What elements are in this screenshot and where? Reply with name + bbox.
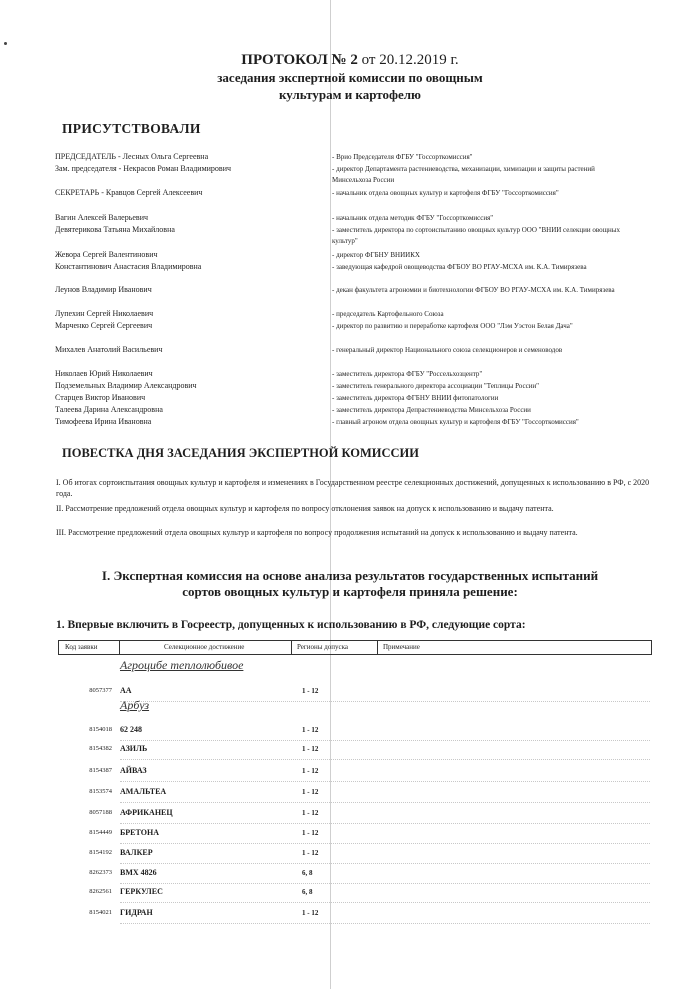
header-divider <box>291 641 292 654</box>
row-line <box>120 863 650 865</box>
attendee-name: Леунов Владимир Иванович <box>55 285 152 294</box>
attendee-name: Николаев Юрий Николаевич <box>55 369 153 378</box>
row-regions: 1 - 12 <box>302 829 319 837</box>
attendee-role: - директор по развитию и переработке картофеля ООО "Лэм Уэстон Белая Дача" <box>332 322 573 330</box>
decision-line2: сортов овощных культур и картофеля приняла решение: <box>182 584 518 599</box>
row-name: АМАЛЬТЕА <box>120 787 167 796</box>
row-name: БРЕТОНА <box>120 828 159 837</box>
row-name: АЗИЛЬ <box>120 744 148 753</box>
attendee-role: - заместитель генерального директора ассоциации "Теплицы России" <box>332 382 540 390</box>
header-divider <box>377 641 378 654</box>
row-code: 8262561 <box>89 888 112 895</box>
row-name: 62 248 <box>120 725 142 734</box>
row-name: АА <box>120 686 132 695</box>
attendee-role: - Врио Председателя ФГБУ "Госсорткомиссия" <box>332 153 473 161</box>
attendee-name: Зам. председателя - Некрасов Роман Владимирович <box>55 164 231 173</box>
row-regions: 1 - 12 <box>302 726 319 734</box>
agenda-heading: ПОВЕСТКА ДНЯ ЗАСЕДАНИЯ ЭКСПЕРТНОЙ КОМИССИИ <box>62 446 420 460</box>
attendee-name: Девятерикова Татьяна Михайловна <box>55 225 175 234</box>
attendee-role: - директор ФГБНУ ВНИИКХ <box>332 251 420 259</box>
attendee-name: Подземельных Владимир Александрович <box>55 381 197 390</box>
table-row <box>0 764 700 778</box>
attendee-name: Талеева Дарина Александровна <box>55 405 163 414</box>
row-line <box>120 701 650 703</box>
attendee-role: - начальник отдела овощных культур и картофеля ФГБУ "Госсорткомиссия" <box>332 189 559 197</box>
present-heading: ПРИСУТСТВОВАЛИ <box>62 121 201 136</box>
agenda-item: II. Рассмотрение предложений отдела овощных культур и картофеля по вопросу отклонения заявок на допуск к использованию и выдачу патента. <box>56 504 554 513</box>
row-line <box>120 759 650 761</box>
protocol-title: ПРОТОКОЛ № 2 от 20.12.2019 г. <box>241 52 459 68</box>
attendee-role: - генеральный директор Национального союза селекционеров и семеноводов <box>332 346 563 354</box>
header-divider <box>119 641 120 654</box>
attendee-name: Лупехин Сергей Николаевич <box>55 309 154 318</box>
scan-mark <box>4 42 7 45</box>
row-line <box>120 823 650 825</box>
row-code: 8262373 <box>89 869 112 876</box>
attendee-role: - заместитель директора ФГБУ "Россельхозцентр" <box>332 370 483 378</box>
agenda-item: I. Об итогах сортоиспытания овощных культур и картофеля и изменениях в Государственном реестре селекционных достижений, допущенных к использованию в РФ, с 2020 года. <box>56 478 650 498</box>
header-code: Код заявки <box>65 643 98 651</box>
row-code: 8154387 <box>89 767 112 774</box>
row-regions: 1 - 12 <box>302 809 319 817</box>
row-regions: 6, 8 <box>302 888 313 896</box>
table-row <box>0 826 700 840</box>
table-row <box>0 866 700 880</box>
row-regions: 1 - 12 <box>302 687 319 695</box>
row-name: АЙВАЗ <box>120 766 147 775</box>
category-label: Агроцибе теплолюбивое <box>120 658 244 672</box>
row-code: 8154018 <box>89 726 112 733</box>
attendee-role: - заместитель директора ФГБНУ ВНИИ фитопатологии <box>332 394 499 402</box>
attendee-name: СЕКРЕТАРЬ - Кравцов Сергей Алексеевич <box>55 188 203 197</box>
row-line <box>120 802 650 804</box>
row-name: ГЕРКУЛЕС <box>120 887 163 896</box>
section-title: 1. Впервые включить в Госреестр, допущенных к использованию в РФ, следующие сорта: <box>56 619 526 631</box>
attendee-name: Михалев Анатолий Васильевич <box>55 345 163 354</box>
decision-line1: I. Экспертная комиссия на основе анализа результатов государственных испытаний <box>101 568 599 583</box>
row-regions: 1 - 12 <box>302 909 319 917</box>
row-regions: 1 - 12 <box>302 767 319 775</box>
attendee-name: ПРЕДСЕДАТЕЛЬ - Лесных Ольга Сергеевна <box>55 152 209 161</box>
attendee-role: - заведующая кафедрой овощеводства ФГБОУ ВО РГАУ-МСХА им. К.А. Тимирязева <box>332 263 587 271</box>
row-code: 8153574 <box>89 788 112 795</box>
attendee-role: - директор Департамента растениеводства, механизации, химизации и защиты растений Минсельхоза России <box>332 165 595 184</box>
attendee-name: Старцев Виктор Иванович <box>55 393 146 402</box>
header-achievement: Селекционное достижение <box>164 643 245 651</box>
attendee-name: Марченко Сергей Сергеевич <box>55 321 153 330</box>
row-regions: 1 - 12 <box>302 745 319 753</box>
row-code: 8057188 <box>89 809 112 816</box>
attendee-name: Тимофеева Ирина Ивановна <box>55 417 152 426</box>
category-label: Арбуз <box>120 698 150 712</box>
row-name: ВАЛКЕР <box>120 848 153 857</box>
table-row <box>0 742 700 756</box>
row-code: 8154021 <box>89 909 112 916</box>
row-line <box>120 843 650 845</box>
attendee-role: - начальник отдела методик ФГБУ "Госсорткомиссия" <box>332 214 494 222</box>
header-regions: Регионы допуска <box>297 643 349 651</box>
table-row <box>0 885 700 899</box>
table-header <box>58 640 652 655</box>
attendee-name: Жевора Сергей Валентинович <box>55 250 158 259</box>
row-line <box>120 923 650 925</box>
attendee-name: Константинович Анастасия Владимировна <box>55 262 202 271</box>
table-row <box>0 906 700 920</box>
decision-heading <box>0 568 700 600</box>
table-row <box>0 785 700 799</box>
row-code: 8057377 <box>89 687 112 694</box>
row-regions: 1 - 12 <box>302 788 319 796</box>
row-regions: 6, 8 <box>302 869 313 877</box>
row-name: ВМХ 4826 <box>120 868 157 877</box>
row-name: АФРИКАНЕЦ <box>120 808 173 817</box>
row-code: 8154449 <box>89 829 112 836</box>
row-code: 8154192 <box>89 849 112 856</box>
attendee-name: Вагин Алексей Валерьевич <box>55 213 148 222</box>
table-row <box>0 684 700 698</box>
row-line <box>120 781 650 783</box>
attendee-role: - главный агроном отдела овощных культур и картофеля ФГБУ "Госсорткомиссия" <box>332 418 579 426</box>
row-regions: 1 - 12 <box>302 849 319 857</box>
header-note: Примечание <box>383 643 420 651</box>
table-row <box>0 846 700 860</box>
row-name: ГИДРАН <box>120 908 153 917</box>
attendee-role: - заместитель директора Депрастениеводства Минсельхоза России <box>332 406 531 414</box>
attendee-role: - председатель Картофельного Союза <box>332 310 444 318</box>
attendee-role: - заместитель директора по сортоиспытанию овощных культур ООО "ВНИИ селекции овощных культур" <box>332 226 620 245</box>
row-line <box>120 902 650 904</box>
protocol-subtitle-line1: заседания экспертной комиссии по овощным <box>217 70 483 85</box>
agenda-item: III. Рассмотрение предложений отдела овощных культур и картофеля по вопросу продолжения испытаний на допуск к использованию и выдачу патента. <box>56 528 578 537</box>
table-row <box>0 723 700 737</box>
row-code: 8154382 <box>89 745 112 752</box>
table-row <box>0 806 700 820</box>
protocol-subtitle-line2: культурам и картофелю <box>278 87 421 102</box>
attendee-role: - декан факультета агрономии и биотехнологии ФГБОУ ВО РГАУ-МСХА им. К.А. Тимирязева <box>332 286 615 294</box>
